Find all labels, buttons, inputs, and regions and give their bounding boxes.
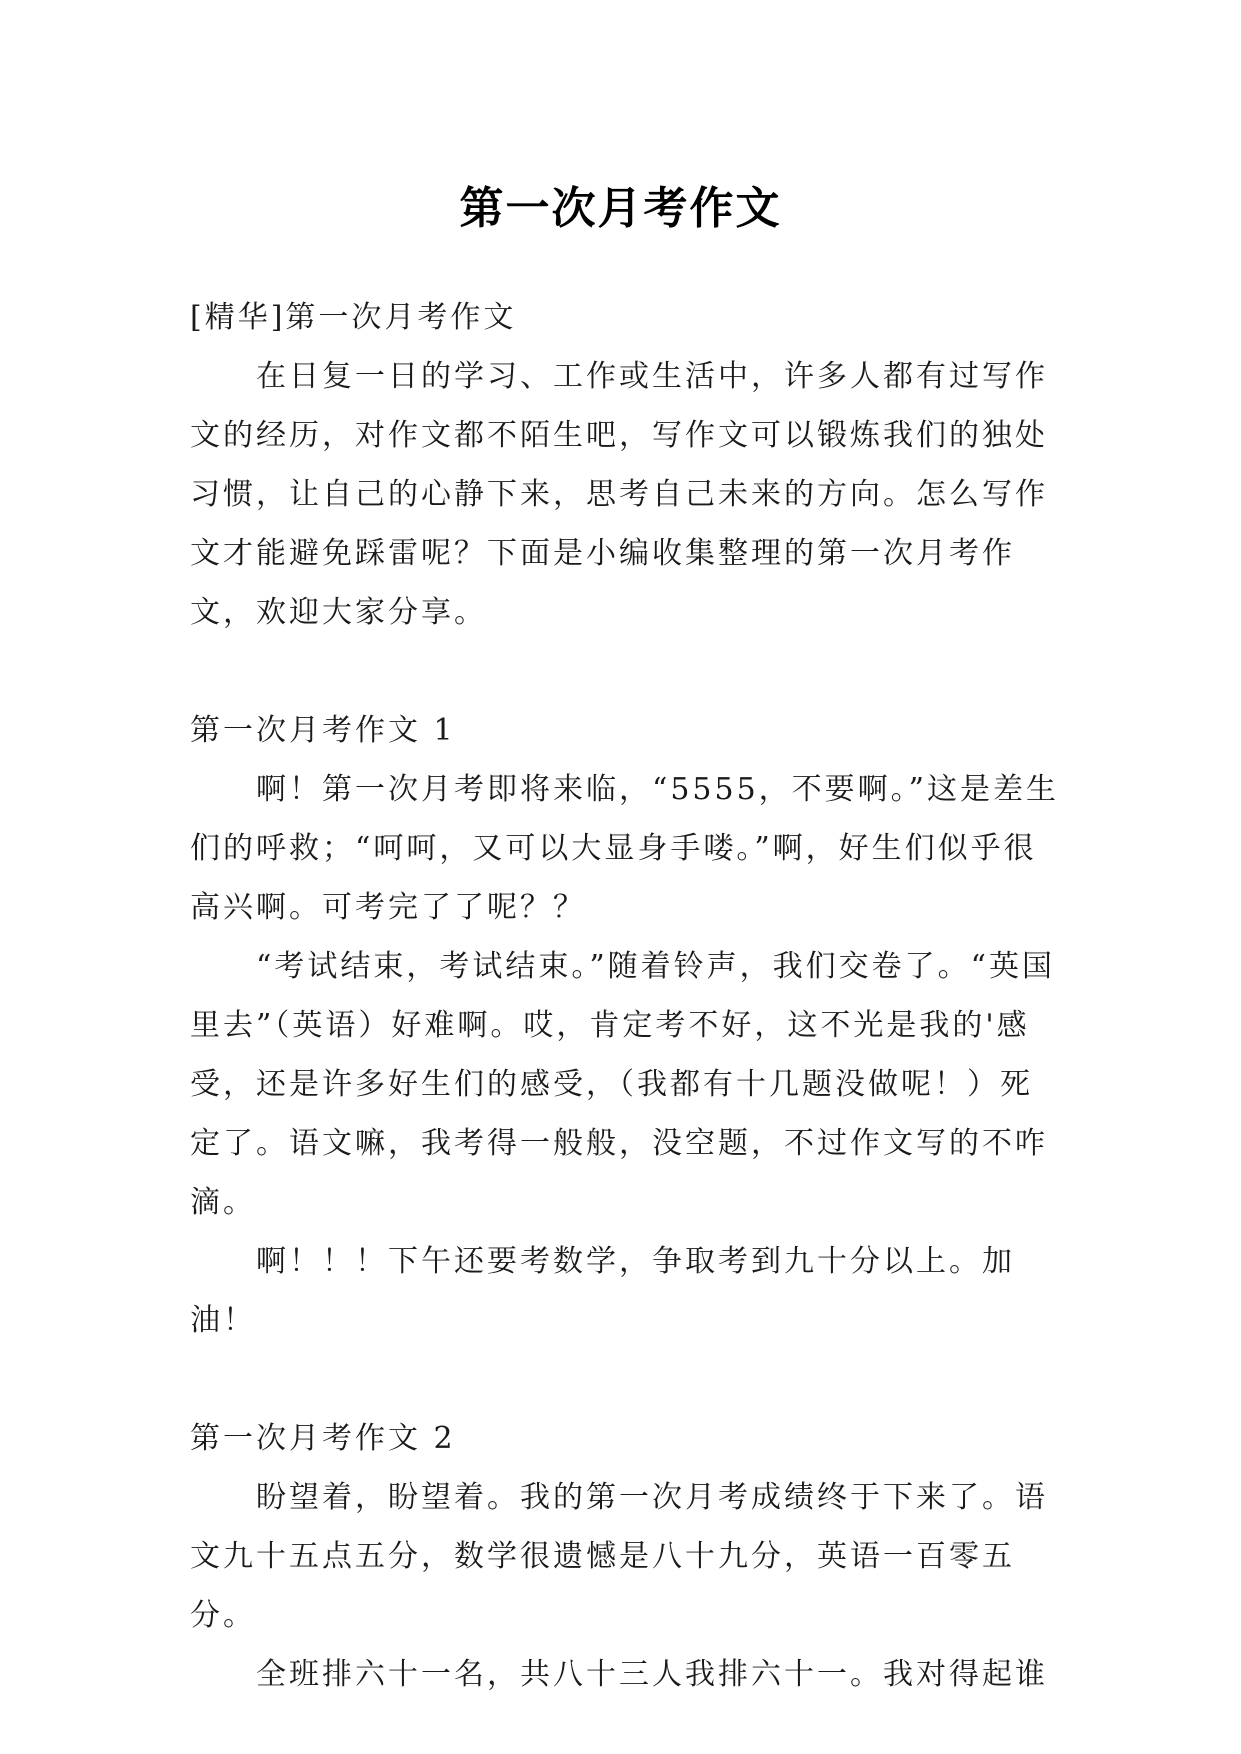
- section-spacer: [190, 1350, 1060, 1409]
- essay1-paragraph: 啊！第一次月考即将来临，“5555，不要啊。”这是差生们的呼救；“呵呵，又可以大显身手喽。”啊，好生们似乎很高兴啊。可考完了了呢？？: [190, 772, 1060, 925]
- document-body: [190, 288, 1060, 1704]
- document-title: 第一次月考作文: [459, 183, 782, 235]
- essay1-paragraph: 啊！！！下午还要考数学，争取考到九十分以上。加油！: [190, 1244, 1015, 1338]
- essay2-paragraph: 盼望着，盼望着。我的第一次月考成绩终于下来了。语文九十五点五分，数学很遗憾是八十九分，英语一百零五分。: [190, 1480, 1048, 1633]
- intro-heading: [精华]第一次月考作文: [190, 300, 517, 335]
- essay1-paragraph: “考试结束，考试结束。”随着铃声，我们交卷了。“英国里去”（英语）好难啊。哎，肯定考不好，这不光是我的'感受，还是许多好生们的感受，（我都有十几题没做呢！）死定了。语文嘛，我考得一般般，没空题，不过作文写的不咋滴。: [190, 949, 1056, 1220]
- essay1-heading: 第一次月考作文 1: [190, 713, 456, 748]
- section-spacer: [190, 642, 1060, 701]
- intro-paragraph: 在日复一日的学习、工作或生活中，许多人都有过写作文的经历，对作文都不陌生吧，写作文可以锻炼我们的独处习惯，让自己的心静下来，思考自己未来的方向。怎么写作文才能避免踩雷呢？下面是小编收集整理的第一次月考作文，欢迎大家分享。: [190, 359, 1048, 630]
- essay2-heading: 第一次月考作文 2: [190, 1421, 456, 1456]
- essay2-paragraph: 全班排六十一名，共八十三人我排六十一。我对得起谁: [256, 1657, 1048, 1692]
